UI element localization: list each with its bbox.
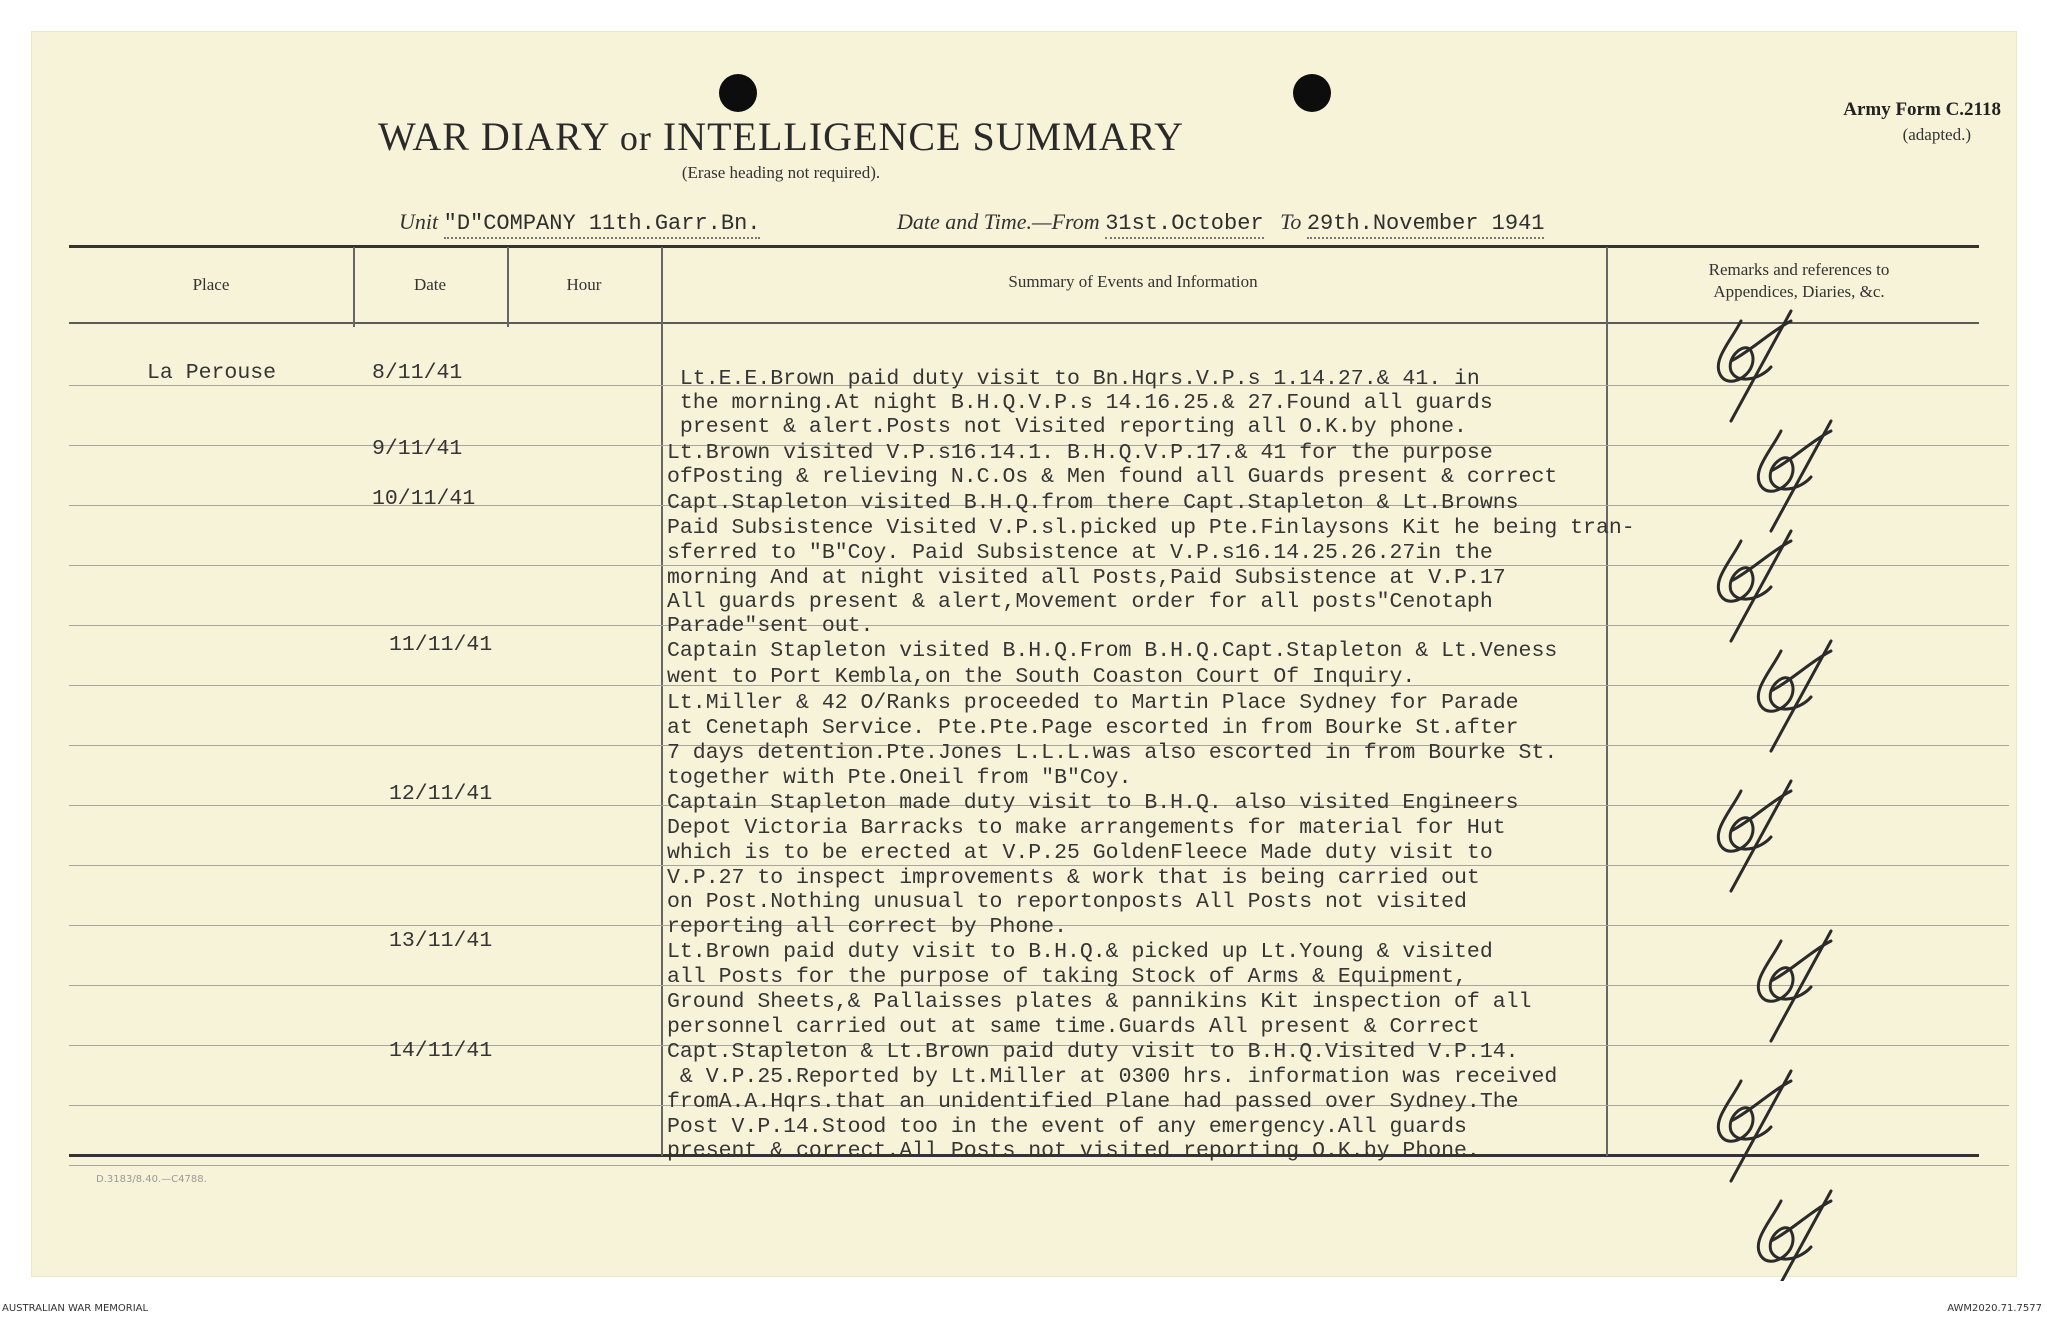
summary-line: on Post.Nothing unusual to reportonposts All Posts not visited: [667, 890, 1467, 914]
signature-stroke: [1718, 781, 1791, 891]
summary-line: Lt.E.E.Brown paid duty visit to Bn.Hqrs.V.P.s 1.14.27.& 41. in: [667, 367, 1480, 391]
summary-line: all Posts for the purpose of taking Stock of Arms & Equipment,: [667, 965, 1467, 989]
unit-field: Unit "D"COMPANY 11th.Garr.Bn.: [399, 209, 760, 236]
from-date-value: 31st.October: [1105, 211, 1263, 239]
summary-line: fromA.A.Hqrs.that an unidentified Plane had passed over Sydney.The: [667, 1090, 1519, 1114]
summary-line: morning And at night visited all Posts,Paid Subsistence at V.P.17: [667, 566, 1506, 590]
unit-value: "D"COMPANY 11th.Garr.Bn.: [444, 211, 761, 239]
date-entry: 11/11/41: [389, 633, 493, 657]
form-title: WAR DIARY or INTELLIGENCE SUMMARY: [378, 114, 1184, 159]
column-header-summary: Summary of Events and Information: [1008, 272, 1258, 291]
form-adapted: (adapted.): [1902, 125, 1971, 144]
summary-line: at Cenetaph Service. Pte.Pte.Page escorted in from Bourke St.after: [667, 716, 1519, 740]
column-header-remarks: Remarks and references to Appendices, Diaries, &c.: [1708, 260, 1890, 301]
date-entry: 14/11/41: [389, 1039, 493, 1063]
table-top-rule: [69, 245, 1979, 248]
column-header-date: Date: [413, 275, 447, 294]
signature-stroke: [1758, 641, 1831, 751]
date-entry: 9/11/41: [372, 437, 463, 461]
date-entry: 12/11/41: [389, 782, 493, 806]
summary-line: Post V.P.14.Stood too in the event of any emergency.All guards: [667, 1115, 1467, 1139]
summary-line: Lt.Miller & 42 O/Ranks proceeded to Martin Place Sydney for Parade: [667, 691, 1519, 715]
credit-left: AUSTRALIAN WAR MEMORIAL: [2, 1303, 149, 1314]
column-header-hour: Hour: [566, 275, 602, 294]
place-value: La Perouse: [147, 361, 277, 385]
date-range-field: Date and Time.—From 31st.October To 29th.November 1941: [897, 209, 1544, 236]
punch-hole-left: [719, 74, 757, 112]
signature-stroke: [1718, 1071, 1791, 1181]
signature-stroke: [1758, 931, 1831, 1041]
summary-line: Paid Subsistence Visited V.P.sl.picked up Pte.Finlaysons Kit he being tran-: [667, 516, 1635, 540]
date-entry: 13/11/41: [389, 929, 493, 953]
summary-line: Captain Stapleton visited B.H.Q.From B.H.Q.Capt.Stapleton & Lt.Veness: [667, 639, 1558, 663]
date-entry: 10/11/41: [372, 487, 476, 511]
summary-line: went to Port Kembla,on the South Coaston Court Of Inquiry.: [667, 665, 1416, 689]
signature-stroke: [1758, 421, 1831, 531]
summary-line: sferred to "B"Coy. Paid Subsistence at V.P.s16.14.25.26.27in the: [667, 541, 1493, 565]
summary-line: Capt.Stapleton visited B.H.Q.from there Capt.Stapleton & Lt.Browns: [667, 491, 1519, 515]
summary-line: Depot Victoria Barracks to make arrangements for material for Hut: [667, 816, 1506, 840]
summary-line: personnel carried out at same time.Guards All present & Correct: [667, 1015, 1480, 1039]
summary-line: together with Pte.Oneil from "B"Coy.: [667, 766, 1132, 790]
form-number: Army Form C.2118: [1843, 99, 2001, 120]
summary-line: All guards present & alert,Movement order for all posts"Cenotaph: [667, 590, 1493, 614]
summary-line: Capt.Stapleton & Lt.Brown paid duty visit to B.H.Q.Visited V.P.14.: [667, 1040, 1519, 1064]
signature-stroke: [1718, 311, 1791, 421]
signature-stroke: [1758, 1191, 1831, 1281]
column-divider-4: [1606, 247, 1608, 1156]
credit-right: AWM2020.71.7577: [1947, 1303, 2042, 1314]
footer-code: D.3183/8.40.—C4788.: [96, 1174, 207, 1185]
summary-line: Lt.Brown visited V.P.s16.14.1. B.H.Q.V.P.17.& 41 for the purpose: [667, 441, 1493, 465]
summary-line: present & correct.All Posts not visited reporting O.K.by Phone.: [667, 1139, 1480, 1163]
summary-line: Ground Sheets,& Pallaisses plates & pannikins Kit inspection of all: [667, 990, 1532, 1014]
summary-line: ofPosting & relieving N.C.Os & Men found all Guards present & correct: [667, 465, 1558, 489]
column-header-place: Place: [192, 275, 230, 294]
summary-line: V.P.27 to inspect improvements & work that is being carried out: [667, 866, 1480, 890]
summary-line: Captain Stapleton made duty visit to B.H.Q. also visited Engineers: [667, 791, 1519, 815]
summary-line: Lt.Brown paid duty visit to B.H.Q.& picked up Lt.Young & visited: [667, 940, 1493, 964]
summary-line: present & alert.Posts not Visited reporting all O.K.by phone.: [667, 415, 1467, 439]
summary-line: 7 days detention.Pte.Jones L.L.L.was also escorted in from Bourke St.: [667, 741, 1558, 765]
form-subtitle: (Erase heading not required).: [681, 163, 881, 182]
summary-line: reporting all correct by Phone.: [667, 915, 1067, 939]
punch-hole-right: [1293, 74, 1331, 112]
signature-stroke: [1718, 531, 1791, 641]
summary-line: which is to be erected at V.P.25 GoldenFleece Made duty visit to: [667, 841, 1493, 865]
summary-line: & V.P.25.Reported by Lt.Miller at 0300 hrs. information was received: [667, 1065, 1558, 1089]
column-divider-3: [661, 247, 663, 1156]
date-entry: 8/11/41: [372, 361, 463, 385]
to-date-value: 29th.November 1941: [1307, 211, 1545, 239]
summary-line: Parade"sent out.: [667, 614, 874, 638]
diary-page: [31, 31, 2017, 1277]
summary-line: the morning.At night B.H.Q.V.P.s 14.16.25.& 27.Found all guards: [667, 391, 1493, 415]
signature-marks: [1671, 301, 1971, 1281]
